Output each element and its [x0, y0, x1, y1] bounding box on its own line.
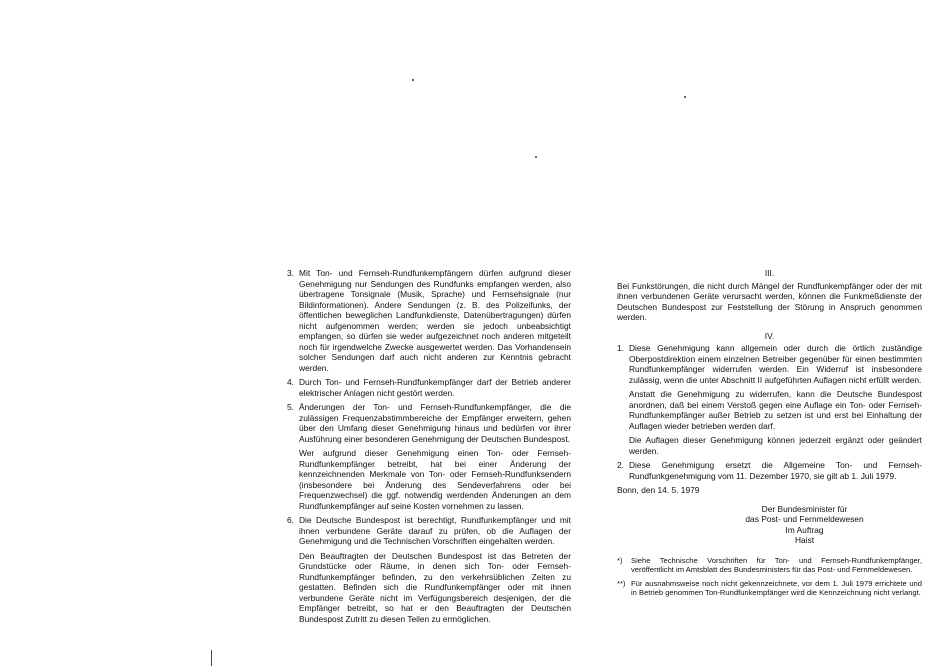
edge-mark	[211, 650, 212, 666]
item-number: 3.	[287, 268, 294, 278]
right-column	[617, 268, 922, 602]
item-number: 6.	[287, 515, 294, 525]
item-paragraph: Durch Ton- und Fernseh-Rundfunkempfänger darf der Betrieb anderer elektrischer Anlagen nicht gestört werden.	[299, 377, 571, 398]
item-number: 4.	[287, 377, 294, 387]
footnote	[617, 556, 922, 575]
footnote	[617, 579, 922, 598]
signature-line: Der Bundesminister für	[761, 503, 848, 514]
list-item-iv-2	[617, 460, 922, 481]
section-heading-iii: III.	[764, 268, 775, 278]
signature-line: das Post- und Fernmeldewesen	[745, 514, 864, 524]
footnote-mark: **)	[617, 578, 626, 588]
item-number: 1.	[617, 343, 624, 353]
speck	[412, 79, 414, 81]
speck	[535, 156, 537, 158]
speck	[684, 96, 686, 98]
item-paragraph: Die Deutsche Bundespost ist berechtigt, Rundfunkempfänger und mit ihnen verbundene Geräte darauf zu prüfen, ob die Auflagen der Genehmigung und die Technischen Vorschriften eingehalten werden.	[299, 515, 571, 546]
list-item-6	[287, 515, 571, 624]
footnote-mark: *)	[617, 555, 623, 565]
list-item-5	[287, 402, 571, 511]
list-item-iv-1	[617, 343, 922, 456]
signature-name: Haist	[794, 535, 815, 545]
item-number: 2.	[617, 460, 624, 470]
footnote-text: Für ausnahmsweise noch nicht gekennzeichnete, vor dem 1. Juli 1979 errichtete und in Betrieb genommen Ton-Rundfunkempfänger wird die Kennzeichnung nicht verlangt.	[631, 578, 922, 597]
item-paragraph: Die Auflagen dieser Genehmigung können jederzeit ergänzt oder geändert werden.	[629, 435, 922, 456]
item-paragraph: Diese Genehmigung ersetzt die Allgemeine Ton- und Fernseh-Rundfunkgenehmigung vom 11. Dezember 1970, sie gilt ab 1. Juli 1979.	[629, 460, 922, 481]
item-paragraph: Wer aufgrund dieser Genehmigung einen Ton- oder Fernseh-Rundfunkempfänger betreibt, hat bei einer Änderung der kennzeichnenden Merkmale von Ton- oder Fernseh-Rundfunksendern (insbesondere bei Änderung des Sendeverfahrens oder bei Frequenzwechsel) die ggf. notwendig werdenden Änderungen an dem Rundfunkempfänger auf seine Kosten vornehmen zu lassen.	[299, 448, 571, 511]
item-paragraph: Änderungen der Ton- und Fernseh-Rundfunkempfänger, die die zulässigen Frequenzabstimmbereiche der Empfänger erweitern, gehen über den Umfang dieser Genehmigung hinaus und bedürfen vor ihrer Ausführung einer besonderen Genehmigung der Deutschen Bundespost.	[299, 402, 571, 444]
signature-line: Im Auftrag	[785, 524, 824, 535]
item-number: 5.	[287, 402, 294, 412]
signature-block	[687, 504, 922, 546]
footnote-text: Siehe Technische Vorschriften für Ton- und Fernseh-Rundfunkempfänger, veröffentlicht im Amtsblatt des Bundesministers für das Post- und Fernmeldewesen.	[631, 555, 922, 574]
date-line: Bonn, den 14. 5. 1979	[617, 485, 700, 495]
section-iii-text: Bei Funkstörungen, die nicht durch Mängel der Rundfunkempfänger oder der mit ihnen verbundenen Geräte verursacht werden, können die Funkmeßdienste der Deutschen Bundespost zur Feststellung der Störung in Anspruch genommen werden.	[617, 280, 922, 322]
list-item-3	[287, 268, 571, 373]
item-paragraph: Anstatt die Genehmigung zu widerrufen, kann die Deutsche Bundespost anordnen, daß bei einem Verstoß gegen eine Auflage ein Ton- oder Fernseh-Rundfunkempfänger außer Betrieb zu setzen ist und erst bei Einhaltung der Auflagen wieder betrieben werden darf.	[629, 389, 922, 431]
section-heading-iv: IV.	[764, 330, 775, 341]
item-paragraph: Diese Genehmigung kann allgemein oder durch die örtlich zuständige Oberpostdirektion einem einzelnen Betreiber gegenüber für einen bestimmten Rundfunkempfänger widerrufen werden. Ein Widerruf ist insbesondere zulässig, wenn die unter Abschnitt II aufgeführten Auflagen nicht erfüllt werden.	[629, 343, 922, 385]
item-paragraph: Den Beauftragten der Deutschen Bundespost ist das Betreten der Grundstücke oder Räume, in denen sich Ton- oder Fernseh-Rundfunkempfänger befinden, zu den verkehrsüblichen Zeiten zu gestatten. Befinden sich die Rundfunkempfänger oder mit ihnen verbundene Geräte nicht im Verfügungsbereich desjenigen, der die Empfänger betreibt, so hat er den Beauftragten der Deutschen Bundespost Zutritt zu diesen Teilen zu ermöglichen.	[299, 550, 571, 624]
item-paragraph: Mit Ton- und Fernseh-Rundfunkempfängern dürfen aufgrund dieser Genehmigung nur Sendungen des Rundfunks empfangen werden, also übertragene Tonsignale (Musik, Sprache) und Fernsehsignale (nur Bildinformationen). Andere Sendungen (z. B. des Polizeifunks, der öffentlichen beweglichen Landfunkdienste, Datenübertragungen) dürfen nicht aufgenommen werden; werden sie jedoch unbeabsichtigt empfangen, so dürfen sie weder aufgezeichnet noch anderen mitgeteilt noch für irgendwelche Zwecke ausgewertet werden. Das Vorhandensein solcher Sendungen darf auch nicht anderen zur Kenntnis gebracht werden.	[299, 268, 571, 373]
left-column	[287, 268, 571, 628]
list-item-4	[287, 377, 571, 398]
